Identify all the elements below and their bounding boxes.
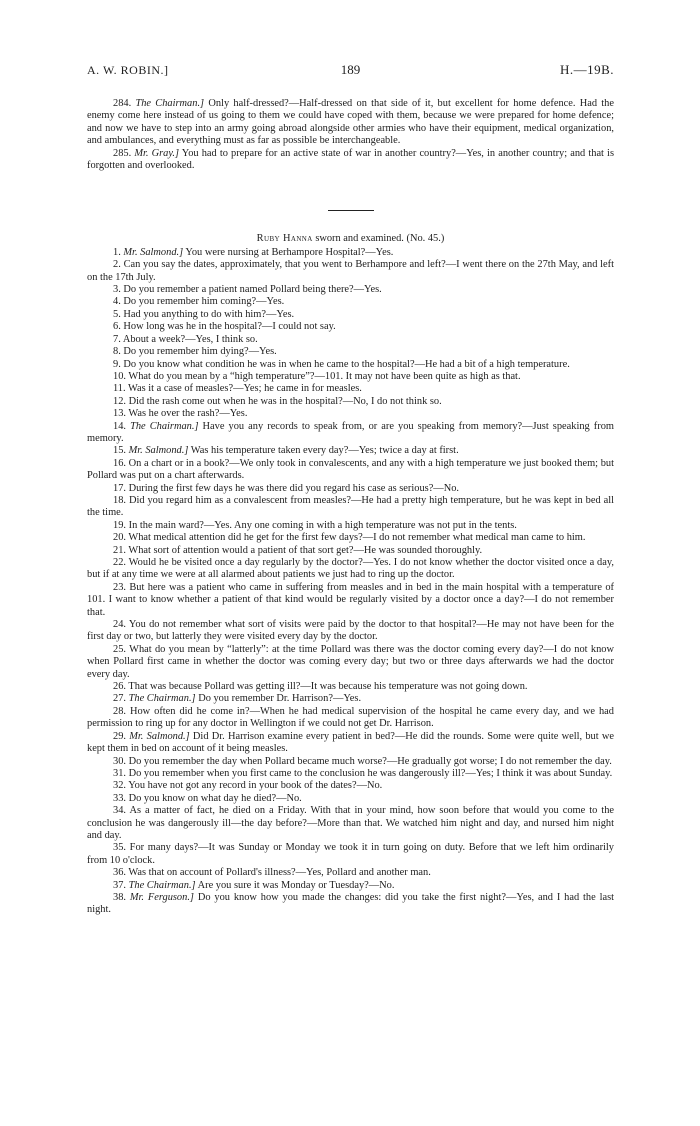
testimony-paragraph: [87, 296, 614, 308]
speaker-name: The Chairman.]: [130, 420, 199, 432]
testimony-text: About a week?—Yes, I think so.: [122, 333, 258, 345]
question-number: 11.: [113, 383, 126, 395]
question-number: 28.: [113, 705, 126, 717]
testimony-paragraph: [87, 681, 614, 693]
testimony-paragraph: [87, 445, 614, 457]
speaker-name: Mr. Salmond.]: [128, 445, 189, 457]
witness-name: Ruby Hanna: [256, 233, 313, 245]
question-number: 3.: [113, 284, 121, 296]
testimony-text: Was he over the rash?—Yes.: [128, 408, 248, 420]
testimony-text: In the main ward?—Yes. Any one coming in with a high temperature was not put in the tents.: [128, 519, 517, 531]
testimony-text: Would he be visited once a day regularly by the doctor?—Yes. I do not know whether the doctor visited once a day, but if at any time we were at all alarmed about patients we just had to ring up the doctor.: [87, 557, 614, 581]
question-number: 284.: [113, 98, 132, 109]
speaker-name: The Chairman.]: [128, 879, 196, 891]
testimony-paragraph: [87, 408, 614, 420]
witness-heading-rest: sworn and examined. (No. 45.): [312, 233, 445, 245]
question-number: 35.: [113, 842, 126, 854]
testimony-paragraph: [87, 557, 614, 582]
testimony-paragraph: [87, 644, 614, 681]
question-number: 19.: [113, 519, 126, 531]
testimony-paragraph: [87, 495, 614, 520]
speaker-name: Mr. Salmond.]: [123, 246, 184, 258]
question-number: 15.: [113, 445, 126, 457]
question-number: 33.: [113, 792, 126, 804]
testimony-text: Do you know on what day he died?—No.: [128, 792, 302, 804]
testimony-paragraph: [87, 756, 614, 768]
testimony-paragraph: [87, 284, 614, 296]
page-header: [87, 64, 614, 80]
testimony-paragraph: [87, 793, 614, 805]
testimony-paragraph: [87, 421, 614, 446]
question-number: 2.: [113, 259, 121, 271]
testimony-paragraph: [87, 706, 614, 731]
testimony-text: How long was he in the hospital?—I could not say.: [123, 321, 336, 333]
speaker-name: Mr. Salmond.]: [129, 730, 190, 742]
testimony-text: Did the rash come out when he was in the hospital?—No, I do not think so.: [128, 395, 442, 407]
question-number: 10.: [113, 370, 126, 382]
testimony-text: Do you remember him dying?—Yes.: [123, 346, 277, 358]
testimony-text: Was his temperature taken every day?—Yes; twice a day at first.: [188, 445, 459, 457]
testimony-text: Have you any records to speak from, or are you speaking from memory?—Just speaking from memory.: [87, 420, 614, 444]
testimony-paragraph: [87, 259, 614, 284]
question-number: 26.: [113, 681, 126, 693]
question-number: 29.: [113, 730, 126, 742]
testimony-paragraph: [87, 532, 614, 544]
testimony-text: Only half-dressed?—Half-dressed on that side of it, but excellent for home defence. Had the enemy come here instead of us going to them we could have coped with them, because we were prepared for home defence; and now we have to step into an army going abroad alongside other armies who have their equipment, medical organization, and ambulances, and everything must as far as possible be interchangeable.: [87, 98, 614, 147]
testimony-text: Do you remember the day when Pollard became much worse?—He gradually got worse; I do not remember the day.: [128, 755, 612, 767]
question-number: 6.: [113, 321, 121, 333]
question-number: 23.: [113, 581, 126, 593]
testimony-paragraph: [87, 383, 614, 395]
question-number: 36.: [113, 867, 126, 879]
testimony-paragraph: [87, 520, 614, 532]
testimony-text: You do not remember what sort of visits were paid by the doctor to that hospital?—He may not have been for the first day or two, but latterly they were visited every day by the doctor.: [87, 619, 614, 643]
document-reference: H.—19B.: [559, 62, 614, 77]
testimony-text: You were nursing at Berhampore Hospital?—Yes.: [183, 246, 394, 258]
testimony-paragraph: [87, 880, 614, 892]
testimony-text: What medical attention did he get for the first few days?—I do not remember what medical man came to him.: [128, 532, 586, 544]
question-number: 13.: [113, 408, 126, 420]
testimony-text: You have not got any record in your book of the dates?—No.: [128, 780, 383, 792]
testimony-paragraph: [87, 483, 614, 495]
question-number: 25.: [113, 643, 126, 655]
testimony-text: On a chart or in a book?—We only took in convalescents, and any with a high temperature we just booked them; but Pollard was put on a chart afterwards.: [87, 457, 614, 482]
question-number: 24.: [113, 619, 126, 631]
testimony-text: During the first few days he was there did you regard his case as serious?—No.: [128, 482, 459, 494]
testimony-paragraph: [87, 371, 614, 383]
testimony-text: Do you remember him coming?—Yes.: [123, 296, 285, 308]
header-witness: A. W. ROBIN.]: [87, 63, 169, 77]
question-number: 5.: [113, 308, 121, 320]
testimony-paragraph: [87, 892, 614, 917]
testimony-paragraph: [87, 867, 614, 879]
testimony-text: Can you say the dates, approximately, that you went to Berhampore and left?—I went there on the 27th May, and left on the 17th July.: [87, 259, 614, 283]
testimony-paragraph: [87, 321, 614, 333]
testimony-paragraph: [87, 247, 614, 259]
testimony-text: For many days?—It was Sunday or Monday we took it in turn going on duty. Before that we left him ordinarily from 10 o'clock.: [87, 842, 614, 866]
testimony-text: Do you remember a patient named Pollard being there?—Yes.: [123, 284, 382, 296]
testimony-paragraph: [87, 545, 614, 557]
testimony-text: Do you remember when you first came to the conclusion he was dangerously ill?—Yes; I think it was about Sunday.: [128, 767, 613, 779]
question-number: 7.: [113, 333, 121, 345]
question-number: 27.: [113, 693, 126, 705]
question-number: 16.: [113, 457, 126, 469]
testimony-text: As a matter of fact, he died on a Friday. With that in your mind, how soon before that would you come to the conclusion he was dangerously ill—the day before?—More than that. We watched him night and day, and nursed him night and day.: [87, 805, 614, 841]
testimony-paragraph: [87, 768, 614, 780]
speaker-name: Mr. Gray.]: [134, 147, 179, 159]
document-body: [87, 98, 614, 917]
question-number: 37.: [113, 879, 126, 891]
question-number: 38.: [113, 891, 126, 903]
testimony-text: That was because Pollard was getting ill?—It was because his temperature was not going down.: [128, 681, 528, 693]
testimony-text: Did you regard him as a convalescent from measles?—He had a pretty high temperature, but he was kept in bed all the time.: [87, 494, 614, 519]
question-number: 14.: [113, 420, 126, 432]
testimony-paragraph: [87, 396, 614, 408]
question-number: 31.: [113, 767, 126, 779]
question-number: 8.: [113, 346, 121, 358]
speaker-name: The Chairman.]: [135, 98, 205, 109]
testimony-paragraph: [87, 148, 614, 173]
testimony-section: [87, 247, 614, 917]
testimony-text: What do you mean by a “high temperature”?—101. It may not have been quite as high as that.: [128, 370, 521, 382]
speaker-name: Mr. Ferguson.]: [129, 891, 194, 903]
testimony-paragraph: [87, 780, 614, 792]
testimony-paragraph: [87, 842, 614, 867]
testimony-text: But here was a patient who came in suffering from measles and in bed in the main hospital with a temperature of 101. I want to know whether a patient of that kind would be regularly visited by a doctor once a day?—I do not remember that.: [87, 581, 614, 618]
testimony-paragraph: [87, 334, 614, 346]
testimony-text: How often did he come in?—When he had medical supervision of the hospital he came every day, and we had permission to ring up for any doctor in Wellington if we could not get Dr. Harrison.: [87, 705, 614, 730]
testimony-paragraph: [87, 582, 614, 619]
testimony-text: Are you sure it was Monday or Tuesday?—No.: [195, 879, 395, 891]
testimony-paragraph: [87, 98, 614, 148]
question-number: 20.: [113, 532, 126, 544]
testimony-text: Was that on account of Pollard's illness?—Yes, Pollard and another man.: [128, 867, 431, 879]
testimony-paragraph: [87, 346, 614, 358]
question-number: 9.: [113, 358, 121, 370]
question-number: 34.: [113, 805, 126, 817]
testimony-paragraph: [87, 693, 614, 705]
testimony-text: Did Dr. Harrison examine every patient in bed?—He did the rounds. Some were quite well, but we kept them in bed on account of it being measles.: [87, 730, 614, 755]
question-number: 32.: [113, 780, 126, 792]
testimony-text: Do you remember Dr. Harrison?—Yes.: [195, 693, 362, 705]
question-number: 21.: [113, 544, 126, 556]
witness-heading: [87, 233, 614, 245]
speaker-name: The Chairman.]: [128, 693, 196, 705]
testimony-text: Do you know how you made the changes: did you take the first night?—Yes, and I had the last night.: [87, 891, 614, 916]
testimony-paragraph: [87, 731, 614, 756]
testimony-paragraph: [87, 309, 614, 321]
question-number: 4.: [113, 296, 121, 308]
question-number: 17.: [113, 482, 126, 494]
page-number: 189: [340, 62, 361, 77]
testimony-text: Had you anything to do with him?—Yes.: [123, 308, 295, 320]
testimony-paragraph: [87, 458, 614, 483]
intro-section: [87, 98, 614, 172]
testimony-paragraph: [87, 359, 614, 371]
testimony-text: What sort of attention would a patient of that sort get?—He was sounded thoroughly.: [128, 544, 483, 556]
question-number: 12.: [113, 395, 126, 407]
testimony-text: What do you mean by “latterly”: at the time Pollard was there was the doctor coming every day?—I do not know when Pollard first came in whether the doctor was coming every day; but two or three days afterwards we had the doctor every day.: [87, 643, 614, 680]
testimony-text: Was it a case of measles?—Yes; he came in for measles.: [128, 383, 362, 395]
question-number: 18.: [113, 494, 126, 506]
section-divider: [328, 210, 374, 211]
testimony-paragraph: [87, 619, 614, 644]
testimony-text: You had to prepare for an active state of war in another country?—Yes, in another country; and that is forgotten and overlooked.: [87, 147, 614, 172]
testimony-paragraph: [87, 805, 614, 842]
question-number: 285.: [113, 147, 132, 159]
question-number: 22.: [113, 557, 126, 568]
question-number: 1.: [113, 246, 121, 258]
question-number: 30.: [113, 755, 126, 767]
testimony-text: Do you know what condition he was in when he came to the hospital?—He had a bit of a high temperature.: [123, 358, 570, 370]
